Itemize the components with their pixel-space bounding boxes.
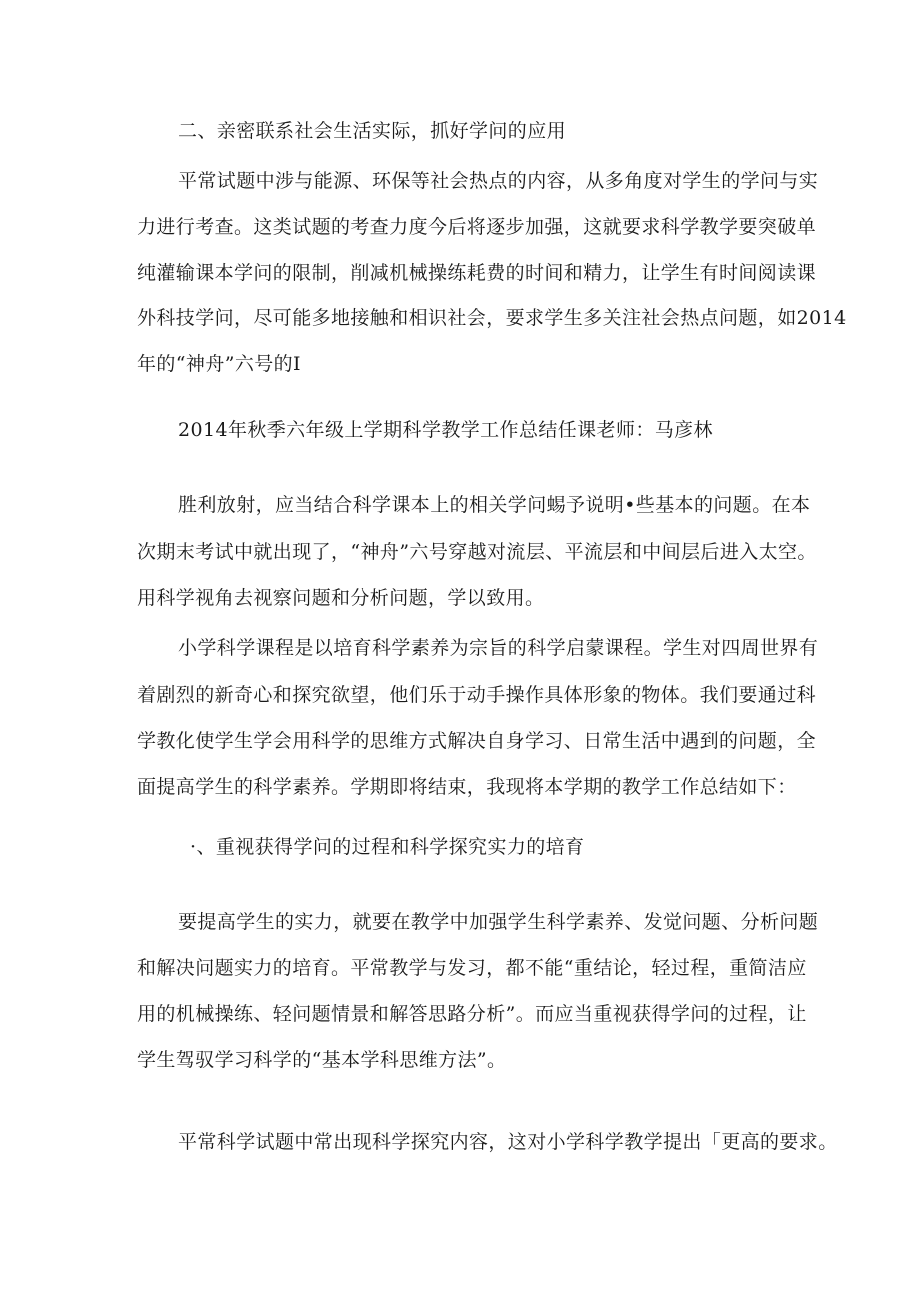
paragraph-line: 学教化使学生学会用科学的思维方式解决自身学习、日常生活中遇到的问题，全: [137, 730, 817, 752]
paragraph-line: 外科技学问，尽可能多地接触和相识社会，要求学生多关注社会热点问题，如2014: [137, 307, 847, 329]
paragraph-line: 力进行考查。这类试题的考查力度今后将逐步加强，这就要求科学教学要突破单: [137, 216, 817, 238]
paragraph-line: 要提高学生的实力，就要在教学中加强学生科学素养、发觉问题、分析问题: [178, 911, 819, 933]
paragraph-line: 面提高学生的科学素养。学期即将结束，我现将本学期的教学工作总结如下：: [137, 776, 797, 798]
paragraph-line: 年的“神舟”六号的I: [137, 353, 301, 375]
paragraph-line: 学生驾驭学习科学的“基本学科思维方法”。: [137, 1049, 507, 1071]
paragraph-line: 平常科学试题中常出现科学探究内容，这对小学科学教学提出「更高的要求。: [178, 1131, 838, 1153]
paragraph-line: 和解决问题实力的培育。平常教学与发习，都不能“重结论，轻过程，重简洁应: [137, 957, 807, 979]
document-title: 2014年秋季六年级上学期科学教学工作总结任课老师：马彦林: [178, 419, 713, 441]
paragraph-line: 次期末考试中就出现了，“神舟”六号穿越对流层、平流层和中间层后进入太空。: [137, 541, 817, 563]
paragraph-line: 纯灌输课本学问的限制，削减机械操练耗费的时间和精力，让学生有时间阅读课: [137, 262, 817, 284]
paragraph-line: 用科学视角去视察问题和分析问题，学以致用。: [137, 587, 545, 609]
section-heading-2: 二、亲密联系社会生活实际，抓好学问的应用: [178, 120, 567, 142]
paragraph-line: 平常试题中涉与能源、环保等社会热点的内容，从多角度对学生的学问与实: [178, 170, 819, 192]
paragraph-line: 着剧烈的新奇心和探究欲望，他们乐于动手操作具体形象的物体。我们要通过科: [137, 684, 817, 706]
section-heading-1: ·、重视获得学问的过程和科学探究实力的培育: [190, 836, 585, 858]
paragraph-line: 用的机械操练、轻问题情景和解答思路分析”。而应当重视获得学问的过程，让: [137, 1003, 807, 1025]
paragraph-line: 小学科学课程是以培育科学素养为宗旨的科学启蒙课程。学生对四周世界有: [178, 637, 819, 659]
paragraph-line: 胜利放射，应当结合科学课本上的相关学问蜴予说明•些基本的问题。在本: [178, 494, 811, 516]
